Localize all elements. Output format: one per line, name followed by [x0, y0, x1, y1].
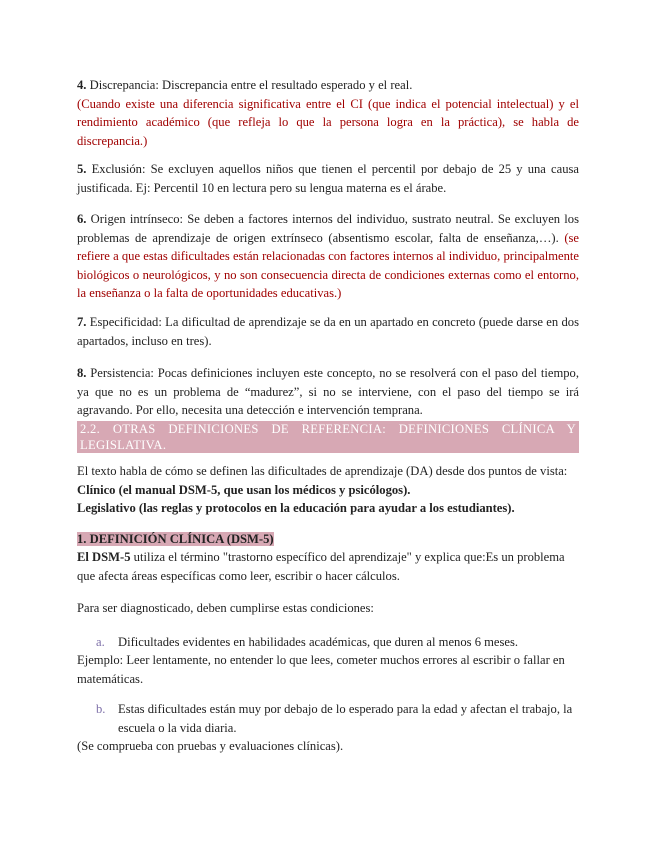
criterion-5	[77, 160, 579, 197]
criterion-number: 4.	[77, 78, 87, 92]
criterion-number: 5.	[77, 162, 87, 176]
criterion-text: Origen intrínseco: Se deben a factores internos del individuo, sustrato neutral. Se excluyen los problemas de aprendizaje de origen extrínseco (absentismo escolar, falta de enseñanza,…).	[77, 212, 580, 245]
dsm-paragraph	[77, 548, 579, 585]
condition-a-example: Ejemplo: Leer lentamente, no entender lo que lees, cometer muchos errores al escribir o fallar en matemáticas.	[77, 653, 565, 686]
criterion-number: 8.	[77, 366, 87, 380]
criterion-6	[77, 210, 579, 303]
list-marker: b.	[96, 702, 106, 716]
list-marker: a.	[96, 635, 105, 649]
condition-a	[96, 633, 576, 652]
criterion-8	[77, 364, 579, 420]
condition-text: Dificultades evidentes en habilidades académicas, que duren al menos 6 meses.	[118, 635, 519, 649]
criterion-note: (se refiere a que estas dificultades están relacionadas con factores internos al individuo, principalmente biológicos o neurológicos, y no son consecuencia directa de condiciones externas como el entorno, la enseñanza o la falta de oportunidades educativas.)	[77, 230, 580, 300]
condition-b	[96, 700, 580, 737]
dsm-text: utiliza el término "trastorno específico del aprendizaje" y explica que:Es un problema que afecta áreas específicas como leer, escribir o hacer cálculos.	[77, 550, 565, 583]
condition-text: Estas dificultades están muy por debajo de lo esperado para la edad y afectan el trabajo, la escuela o la vida diaria.	[118, 702, 573, 735]
criterion-number: 7.	[77, 315, 87, 329]
criterion-7	[77, 313, 579, 350]
point-clinical: Clínico (el manual DSM-5, que usan los médicos y psicólogos).	[77, 482, 411, 497]
intro-text: El texto habla de cómo se definen las dificultades de aprendizaje (DA) desde dos puntos de vista:	[77, 464, 568, 478]
clinical-section	[77, 530, 579, 549]
criterion-note: (Cuando existe una diferencia significativa entre el CI (que indica el potencial intelectual) y el rendimiento académico (que refleja lo que la persona logra en la práctica), se habla de discrepancia.)	[77, 96, 579, 148]
criterion-text: Persistencia: Pocas definiciones incluyen este concepto, no se resolverá con el paso del tiempo, ya que no es un problema de “madurez”, si no se interviene, con el paso del tiempo se irá agravando. Por ello, necesita una detección e intervención temprana.	[77, 366, 579, 417]
condition-b-note: (Se comprueba con pruebas y evaluaciones clínicas).	[77, 739, 344, 753]
criterion-text: Especificidad: La dificultad de aprendizaje se da en un apartado en concreto (puede darse en dos apartados, incluso en tres).	[77, 315, 579, 348]
criterion-text: Discrepancia: Discrepancia entre el resultado esperado y el real.	[89, 78, 413, 92]
criterion-number: 6.	[77, 212, 87, 226]
viewpoints-block	[77, 462, 582, 518]
criterion-text: Exclusión: Se excluyen aquellos niños que tienen el percentil por debajo de 25 y una causa justificada. Ej: Percentil 10 en lectura pero su lengua materna es el árabe.	[77, 162, 579, 195]
dsm-label: El DSM-5	[77, 550, 131, 564]
criterion-4	[77, 76, 579, 150]
clinical-heading: 1. DEFINICIÓN CLÍNICA (DSM-5)	[77, 532, 274, 546]
conditions-intro: Para ser diagnosticado, deben cumplirse estas condiciones:	[77, 601, 374, 615]
point-legislative: Legislativo (las reglas y protocolos en la educación para ayudar a los estudiantes).	[77, 501, 515, 515]
section-banner: 2.2. OTRAS DEFINICIONES DE REFERENCIA: DEFINICIONES CLÍNICA Y LEGISLATIVA.	[77, 421, 579, 453]
